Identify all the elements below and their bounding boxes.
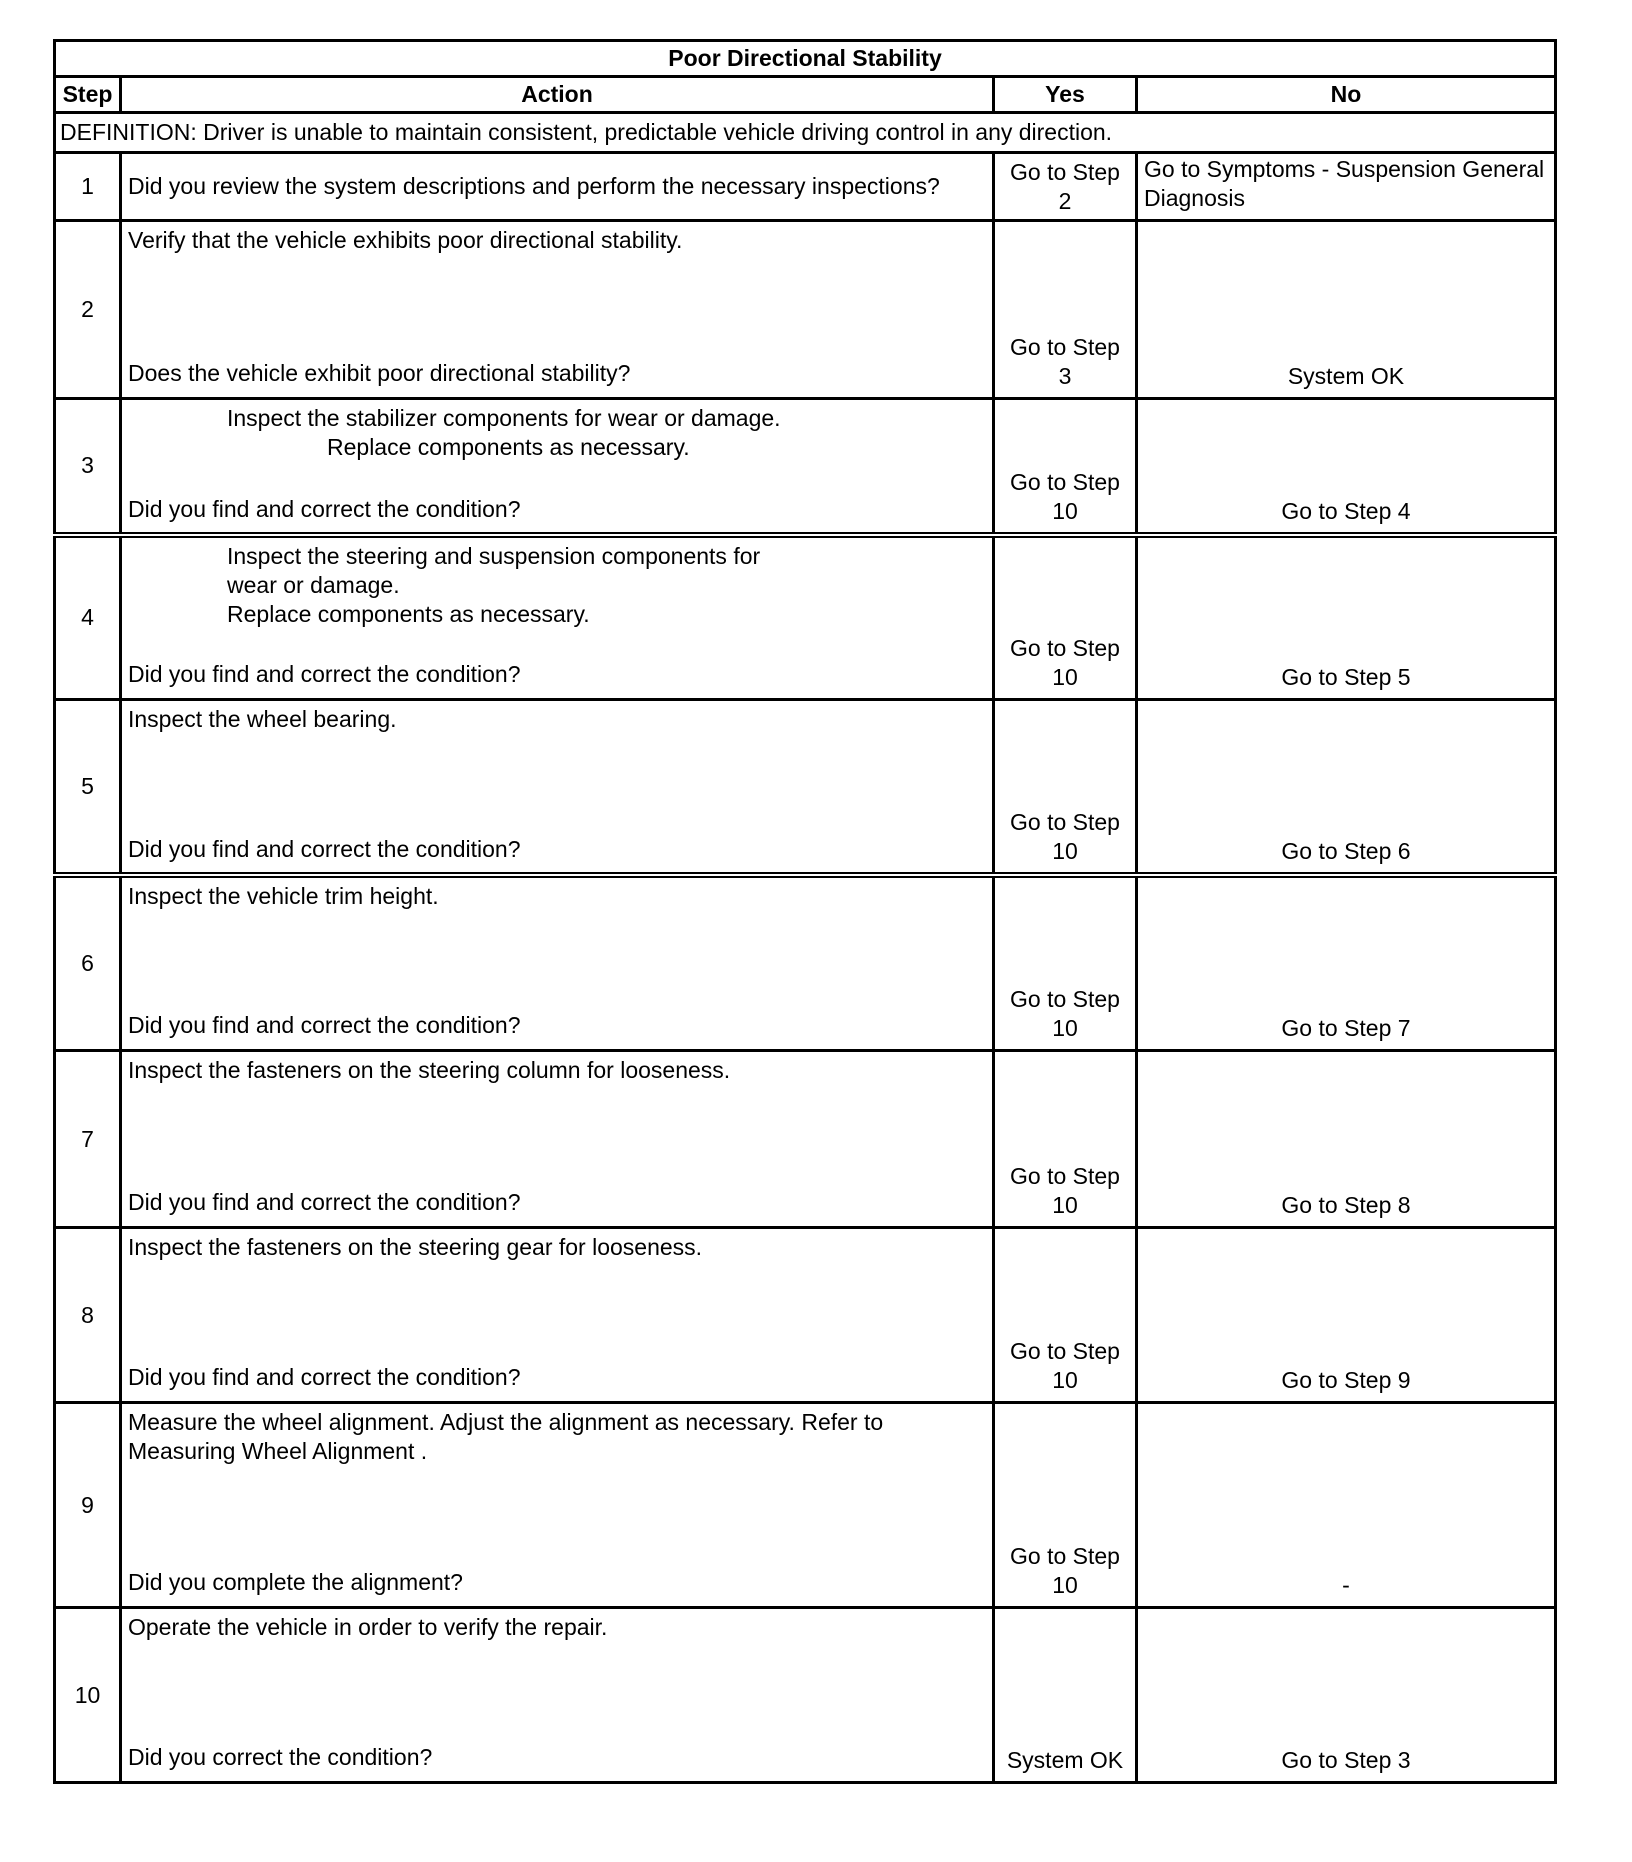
action-instruction: Inspect the fasteners on the steering column for looseness. bbox=[128, 1057, 731, 1083]
action-question: Did you find and correct the condition? bbox=[128, 1189, 521, 1215]
action-instruction: Verify that the vehicle exhibits poor directional stability. bbox=[128, 227, 683, 253]
no-cell: Go to Step 8 bbox=[1137, 1051, 1556, 1228]
action-cell bbox=[121, 1403, 994, 1608]
action-cell bbox=[121, 399, 994, 535]
yes-cell: System OK bbox=[994, 1608, 1137, 1783]
action-instruction: Replace components as necessary. bbox=[327, 434, 690, 460]
step-number: 7 bbox=[55, 1051, 121, 1228]
no-cell: - bbox=[1137, 1403, 1556, 1608]
table-row bbox=[55, 1228, 1556, 1403]
no-cell: Go to Step 4 bbox=[1137, 399, 1556, 535]
yes-cell: Go to Step 10 bbox=[994, 700, 1137, 875]
step-number: 5 bbox=[55, 700, 121, 875]
yes-cell: Go to Step 2 bbox=[994, 153, 1137, 221]
action-instruction: Operate the vehicle in order to verify the repair. bbox=[128, 1614, 608, 1640]
action-instruction: Inspect the vehicle trim height. bbox=[128, 882, 439, 909]
action-question: Did you complete the alignment? bbox=[128, 1569, 463, 1595]
table-row bbox=[55, 1403, 1556, 1608]
step-number: 1 bbox=[55, 153, 121, 221]
action-cell bbox=[121, 1051, 994, 1228]
no-cell: Go to Step 3 bbox=[1137, 1608, 1556, 1783]
yes-cell: Go to Step 10 bbox=[994, 1403, 1137, 1608]
table-row bbox=[55, 700, 1556, 875]
yes-cell: Go to Step 10 bbox=[994, 1228, 1137, 1403]
yes-cell: Go to Step 3 bbox=[994, 221, 1137, 399]
yes-cell: Go to Step 10 bbox=[994, 875, 1137, 1051]
step-number: 3 bbox=[55, 399, 121, 535]
action-question: Did you find and correct the condition? bbox=[128, 836, 521, 862]
step-number: 4 bbox=[55, 535, 121, 700]
yes-cell: Go to Step 10 bbox=[994, 1051, 1137, 1228]
no-cell: Go to Step 6 bbox=[1137, 700, 1556, 875]
header-yes: Yes bbox=[994, 77, 1137, 113]
definition: DEFINITION: Driver is unable to maintain consistent, predictable vehicle driving control in any direction. bbox=[55, 113, 1556, 153]
action-instruction: Measure the wheel alignment. Adjust the alignment as necessary. Refer to Measuring Wheel Alignment . bbox=[128, 1409, 884, 1464]
step-number: 8 bbox=[55, 1228, 121, 1403]
action-instruction: Replace components as necessary. bbox=[227, 600, 590, 627]
no-cell: System OK bbox=[1137, 221, 1556, 399]
table-row bbox=[55, 875, 1556, 1051]
step-number: 2 bbox=[55, 221, 121, 399]
table-title: Poor Directional Stability bbox=[55, 41, 1556, 77]
action-cell bbox=[121, 1608, 994, 1783]
action-cell bbox=[121, 535, 994, 700]
diagnostic-table bbox=[53, 39, 1557, 1784]
action-instruction: Inspect the steering and suspension components for wear or damage. bbox=[227, 542, 761, 598]
table-row bbox=[55, 535, 1556, 700]
action-question: Did you find and correct the condition? bbox=[128, 496, 521, 522]
yes-cell: Go to Step 10 bbox=[994, 535, 1137, 700]
action-question: Did you correct the condition? bbox=[128, 1744, 433, 1770]
action-question: Did you find and correct the condition? bbox=[128, 660, 521, 687]
step-number: 9 bbox=[55, 1403, 121, 1608]
no-cell: Go to Symptoms - Suspension General Diagnosis bbox=[1137, 153, 1556, 221]
table-row bbox=[55, 1608, 1556, 1783]
action-instruction: Inspect the wheel bearing. bbox=[128, 706, 397, 732]
header-action: Action bbox=[121, 77, 994, 113]
action-instruction: Inspect the stabilizer components for wear or damage. bbox=[227, 405, 781, 431]
table-row bbox=[55, 153, 1556, 221]
no-cell: Go to Step 5 bbox=[1137, 535, 1556, 700]
table-row bbox=[55, 399, 1556, 535]
no-cell: Go to Step 7 bbox=[1137, 875, 1556, 1051]
action-question: Does the vehicle exhibit poor directional stability? bbox=[128, 360, 631, 386]
yes-cell: Go to Step 10 bbox=[994, 399, 1137, 535]
header-no: No bbox=[1137, 77, 1556, 113]
step-number: 10 bbox=[55, 1608, 121, 1783]
action-cell bbox=[121, 700, 994, 875]
action-instruction: Inspect the fasteners on the steering gear for looseness. bbox=[128, 1234, 703, 1260]
action-cell bbox=[121, 1228, 994, 1403]
action-question: Did you find and correct the condition? bbox=[128, 1364, 521, 1390]
no-cell: Go to Step 9 bbox=[1137, 1228, 1556, 1403]
action-cell bbox=[121, 875, 994, 1051]
action-cell bbox=[121, 221, 994, 399]
table-row bbox=[55, 221, 1556, 399]
action-question: Did you find and correct the condition? bbox=[128, 1011, 521, 1038]
step-number: 6 bbox=[55, 875, 121, 1051]
table-row bbox=[55, 1051, 1556, 1228]
action-cell: Did you review the system descriptions and perform the necessary inspections? bbox=[121, 153, 994, 221]
header-step: Step bbox=[55, 77, 121, 113]
